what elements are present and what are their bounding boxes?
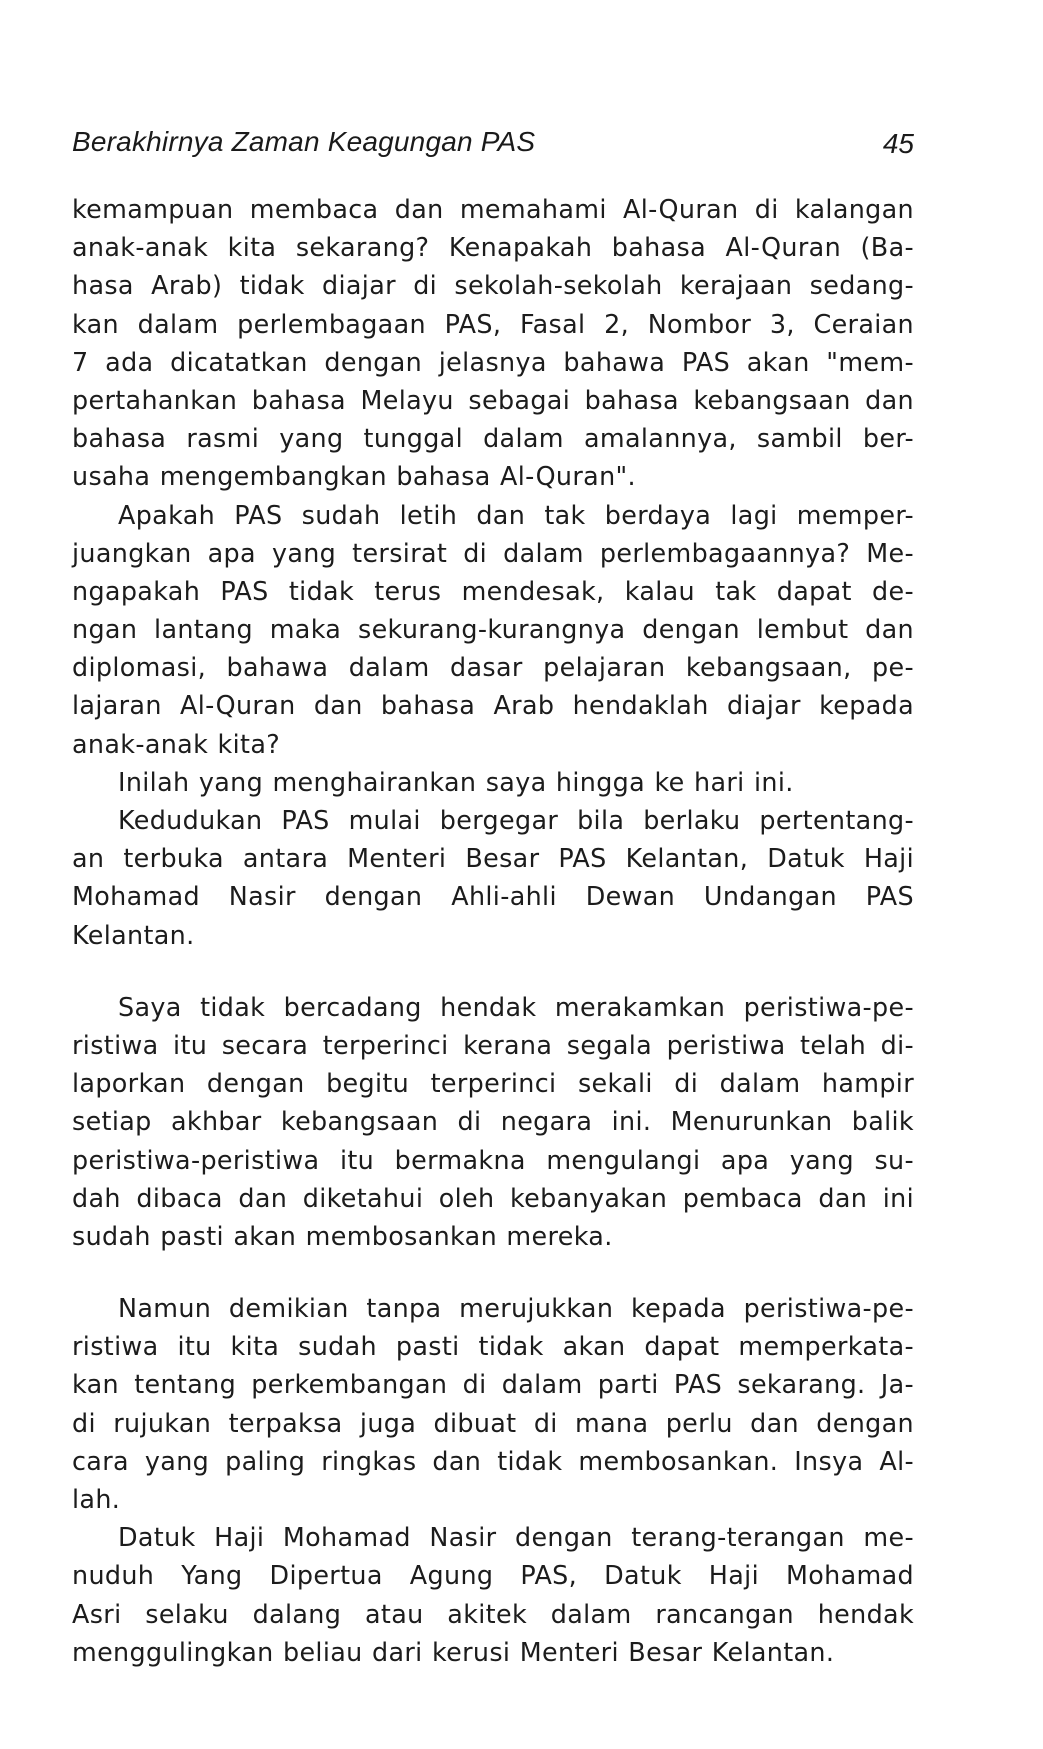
text-line: lah. — [72, 1484, 121, 1514]
text-line: Kedudukan PAS mulai bergegar bila berlaku pertentang- — [118, 805, 914, 835]
page-number: 45 — [882, 128, 914, 159]
text-line: usaha mengembangkan bahasa Al-Quran". — [72, 461, 636, 492]
text-line: bahasa rasmi yang tunggal dalam amalannya, sambil ber- — [72, 423, 914, 454]
text-line: kemampuan membaca dan memahami Al-Quran di kalangan — [72, 194, 914, 224]
text-line: ristiwa itu kita sudah pasti tidak akan dapat memperkata- — [72, 1331, 914, 1362]
text-line: setiap akhbar kebangsaan di negara ini. Menurunkan balik — [72, 1106, 914, 1137]
text-line: Asri selaku dalang atau akitek dalam rancangan hendak — [72, 1598, 914, 1629]
text-line: di rujukan terpaksa juga dibuat di mana perlu dan dengan — [72, 1407, 914, 1438]
text-line: pertahankan bahasa Melayu sebagai bahasa kebangsaan dan — [72, 384, 914, 415]
paragraph — [72, 988, 914, 1255]
text-line: Saya tidak bercadang hendak merakamkan peristiwa-pe- — [118, 991, 914, 1022]
text-line: juangkan apa yang tersirat di dalam perlembagaannya? Me- — [72, 537, 914, 568]
text-line: cara yang paling ringkas dan tidak membosankan. Insya Al- — [72, 1445, 914, 1476]
text-line: anak-anak kita? — [72, 728, 281, 759]
paragraph — [72, 1289, 914, 1518]
text-line: Inilah yang menghairankan saya hingga ke hari ini. — [118, 766, 794, 797]
text-line: kan dalam perlembagaan PAS, Fasal 2, Nombor 3, Ceraian — [72, 308, 914, 339]
text-line: lajaran Al-Quran dan bahasa Arab hendaklah diajar kepada — [72, 690, 914, 721]
text-line: dah dibaca dan diketahui oleh kebanyakan pembaca dan ini — [72, 1182, 914, 1213]
paragraph — [72, 1518, 914, 1671]
text-line: hasa Arab) tidak diajar di sekolah-sekolah kerajaan sedang- — [72, 270, 914, 301]
text-line: peristiwa-peristiwa itu bermakna mengulangi apa yang su- — [72, 1144, 914, 1175]
running-title: Berakhirnya Zaman Keagungan PAS — [72, 126, 536, 157]
text-line: ristiwa itu secara terperinci kerana segala peristiwa telah di- — [72, 1029, 914, 1060]
paragraph — [72, 763, 914, 801]
text-line: 7 ada dicatatkan dengan jelasnya bahawa PAS akan "mem- — [72, 346, 914, 377]
text-line: ngapakah PAS tidak terus mendesak, kalau tak dapat de- — [72, 575, 914, 606]
text-line: kan tentang perkembangan di dalam parti PAS sekarang. Ja- — [72, 1369, 914, 1400]
text-line: Namun demikian tanpa merujukkan kepada peristiwa-pe- — [118, 1293, 914, 1324]
text-line: an terbuka antara Menteri Besar PAS Kelantan, Datuk Haji — [72, 843, 914, 874]
text-line: menggulingkan beliau dari kerusi Menteri Besar Kelantan. — [72, 1636, 835, 1667]
body-text — [72, 190, 914, 1671]
paragraph — [72, 190, 914, 496]
text-line: Apakah PAS sudah letih dan tak berdaya lagi memper- — [118, 499, 914, 530]
text-line: Kelantan. — [72, 919, 195, 950]
text-line: Mohamad Nasir dengan Ahli-ahli Dewan Undangan PAS — [72, 881, 914, 912]
paragraph — [72, 496, 914, 763]
paragraph-gap — [72, 1255, 914, 1289]
paragraph — [72, 801, 914, 954]
running-header — [72, 126, 914, 166]
text-line: Datuk Haji Mohamad Nasir dengan terang-terangan me- — [118, 1522, 914, 1553]
paragraph-gap — [72, 954, 914, 988]
text-line: anak-anak kita sekarang? Kenapakah bahasa Al-Quran (Ba- — [72, 232, 914, 263]
text-line: laporkan dengan begitu terperinci sekali di dalam hampir — [72, 1068, 914, 1099]
text-line: ngan lantang maka sekurang-kurangnya dengan lembut dan — [72, 614, 914, 645]
text-line: diplomasi, bahawa dalam dasar pelajaran kebangsaan, pe- — [72, 652, 914, 683]
text-line: nuduh Yang Dipertua Agung PAS, Datuk Haji Mohamad — [72, 1560, 914, 1591]
text-line: sudah pasti akan membosankan mereka. — [72, 1220, 613, 1251]
